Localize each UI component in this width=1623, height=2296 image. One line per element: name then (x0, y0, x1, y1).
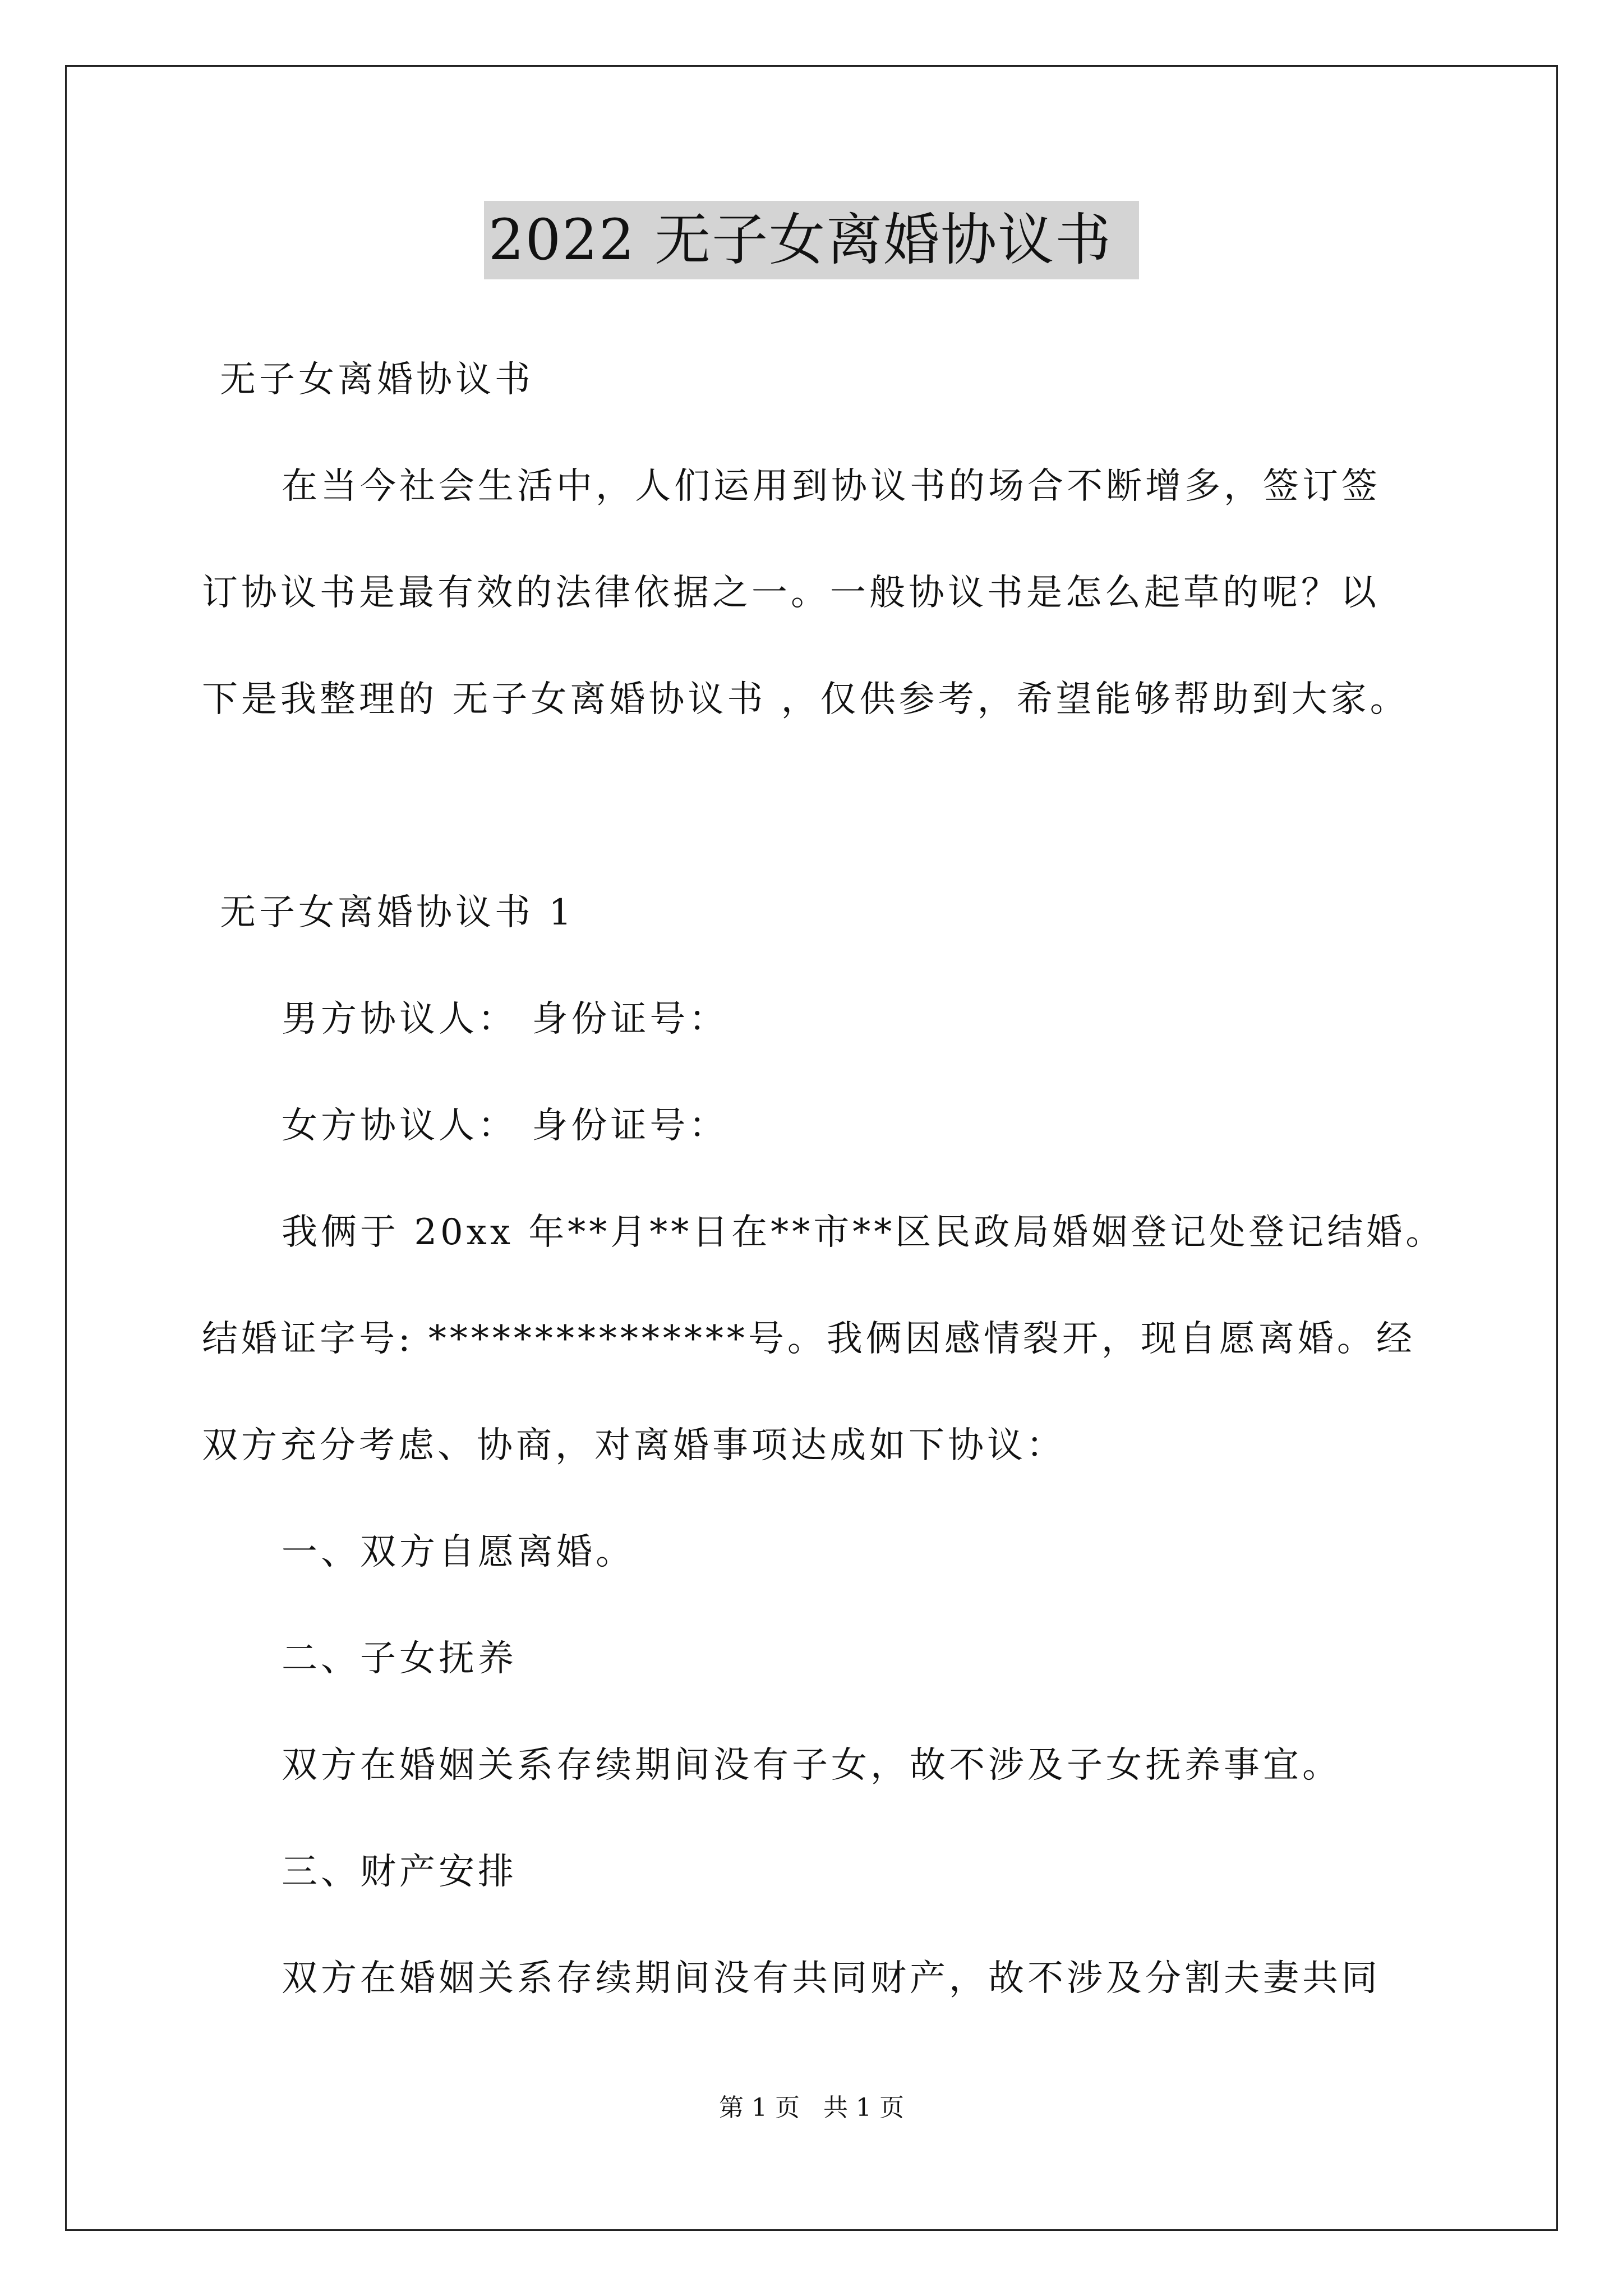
page-footer (0, 2091, 1623, 2125)
clause-line: 一、双方自愿离婚。 (282, 1531, 635, 1573)
clause-heading: 三、财产安排 (282, 1851, 517, 1893)
paragraph-line: 结婚证字号: ***************号。我俩因感情裂开，现自愿离婚。经 (202, 1318, 1415, 1360)
paragraph-line: 双方充分考虑、协商，对离婚事项达成如下协议： (202, 1425, 1066, 1466)
party-line: 男方协议人： 身份证号： (282, 999, 728, 1040)
paragraph-line: 在当今社会生活中，人们运用到协议书的场合不断增多，签订签 (282, 466, 1381, 507)
document-title: 2022 无子女离婚协议书 (484, 201, 1139, 279)
paragraph-line: 订协议书是最有效的法律依据之一。一般协议书是怎么起草的呢？以 (202, 572, 1380, 614)
title-container (0, 201, 1623, 279)
section-heading: 无子女离婚协议书 1 (220, 892, 575, 933)
page-number: 第 1 页 (719, 2093, 800, 2122)
paragraph-line: 下是我整理的 无子女离婚协议书 ，仅供参考，希望能够帮助到大家。 (202, 679, 1409, 720)
paragraph-line: 双方在婚姻关系存续期间没有子女，故不涉及子女抚养事宜。 (282, 1745, 1341, 1786)
subtitle: 无子女离婚协议书 (220, 359, 534, 401)
clause-heading: 二、子女抚养 (282, 1638, 517, 1680)
party-line: 女方协议人： 身份证号： (282, 1105, 728, 1147)
page-count: 共 1 页 (823, 2093, 904, 2122)
paragraph-line: 双方在婚姻关系存续期间没有共同财产，故不涉及分割夫妻共同 (282, 1958, 1381, 1999)
paragraph-line: 我俩于 20xx 年**月**日在**市**区民政局婚姻登记处登记结婚。 (282, 1212, 1445, 1253)
